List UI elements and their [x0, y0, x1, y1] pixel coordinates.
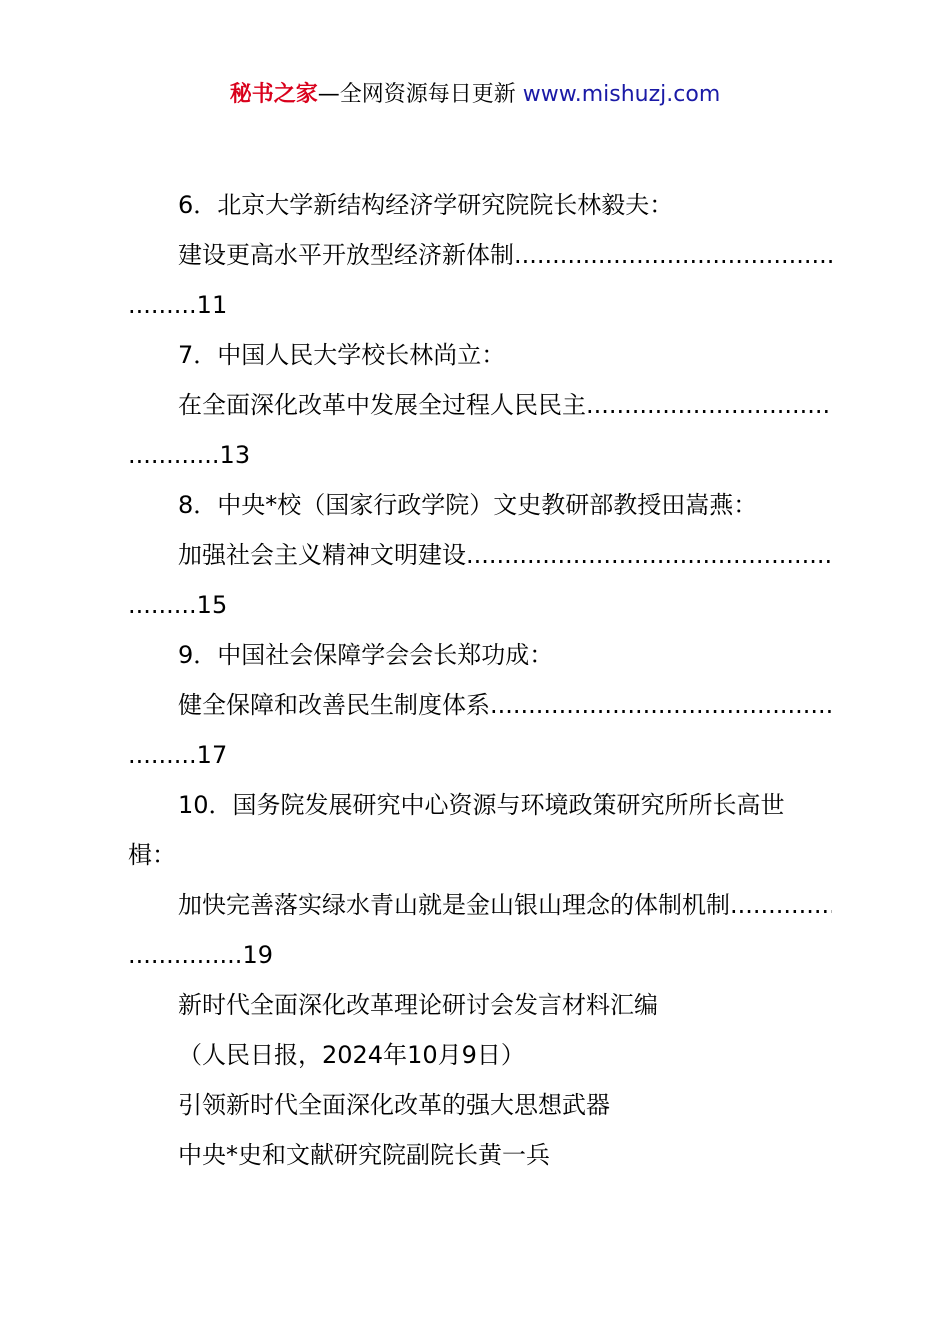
toc-entry-title[interactable]	[128, 880, 832, 930]
toc-entry-author: 8．中央*校（国家行政学院）文史教研部教授田嵩燕：	[178, 491, 758, 519]
dot-leader-continued: .........	[128, 741, 197, 769]
toc-page-number: 11	[196, 291, 228, 319]
toc-page-number: 17	[196, 741, 228, 769]
dot-leader	[466, 530, 832, 580]
toc-title-text: 加强社会主义精神文明建设	[178, 541, 466, 569]
source-citation: （人民日报，2024年10月9日）	[178, 1041, 525, 1069]
toc-page-number: 15	[196, 591, 228, 619]
toc-entry-title[interactable]	[128, 230, 832, 280]
dot-leader	[730, 880, 832, 930]
dot-leader-continued: .........	[128, 291, 197, 319]
toc-page-number: 13	[219, 441, 251, 469]
collection-title: 新时代全面深化改革理论研讨会发言材料汇编	[178, 991, 658, 1019]
toc-page-line	[128, 430, 832, 480]
toc-page-line	[128, 730, 832, 780]
site-url-link[interactable]: www.mishuzj.com	[522, 82, 721, 107]
toc-page-line	[128, 580, 832, 630]
dot-leader-continued: .........	[128, 591, 197, 619]
toc-entry-title[interactable]	[128, 380, 832, 430]
dot-leader-continued: ...............	[128, 941, 243, 969]
article-author: 中央*史和文献研究院副院长黄一兵	[178, 1141, 550, 1169]
brand-name: 秘书之家	[229, 82, 318, 107]
toc-entry-author-continued: 楫：	[128, 841, 176, 869]
toc-entry-author: 6．北京大学新结构经济学研究院院长林毅夫：	[178, 191, 674, 219]
dot-leader	[586, 380, 832, 430]
header-tagline: —全网资源每日更新	[317, 82, 516, 107]
toc-entry-title[interactable]	[128, 680, 832, 730]
toc-entry-author: 10．国务院发展研究中心资源与环境政策研究所所长高世	[178, 791, 785, 819]
toc-title-text: 建设更高水平开放型经济新体制	[178, 241, 514, 269]
toc-entry-title[interactable]	[128, 530, 832, 580]
toc-title-text: 健全保障和改善民生制度体系	[178, 691, 490, 719]
article-title: 引领新时代全面深化改革的强大思想武器	[178, 1091, 610, 1119]
toc-title-text: 加快完善落实绿水青山就是金山银山理念的体制机制	[178, 891, 730, 919]
dot-leader	[490, 680, 832, 730]
table-of-contents	[128, 180, 832, 1180]
site-header	[0, 78, 950, 112]
dot-leader-continued: ............	[128, 441, 220, 469]
toc-title-text: 在全面深化改革中发展全过程人民民主	[178, 391, 586, 419]
toc-entry-author: 9．中国社会保障学会会长郑功成：	[178, 641, 554, 669]
toc-entry-author: 7．中国人民大学校长林尚立：	[178, 341, 506, 369]
toc-page-line	[128, 280, 832, 330]
dot-leader	[514, 230, 832, 280]
toc-page-number: 19	[242, 941, 273, 969]
toc-page-line	[128, 930, 832, 980]
